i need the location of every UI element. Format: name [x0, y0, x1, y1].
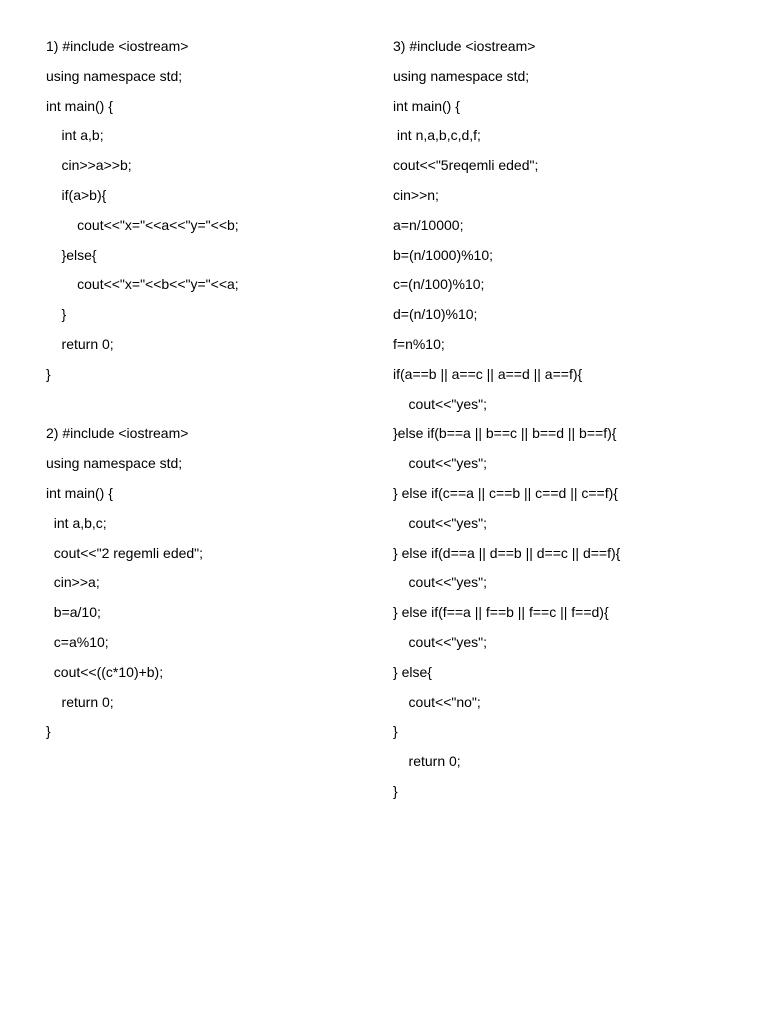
code-line: using namespace std;: [46, 67, 183, 84]
code-line: int main() {: [393, 97, 460, 114]
code-line: b=a/10;: [46, 604, 101, 621]
code-line: return 0;: [393, 753, 461, 770]
code-line: cin>>n;: [393, 186, 439, 203]
code-line: c=(n/100)%10;: [393, 276, 485, 293]
code-line: if(a==b || a==c || a==d || a==f){: [393, 365, 583, 382]
code-line: cout<<((c*10)+b);: [46, 663, 164, 680]
code-line: int main() {: [46, 97, 113, 114]
code-line: cout<<"yes";: [393, 514, 487, 531]
code-line: cin>>a>>b;: [46, 157, 132, 174]
code-line: int main() {: [46, 484, 113, 501]
right-column: [393, 32, 753, 807]
code-line: int n,a,b,c,d,f;: [393, 127, 481, 144]
code-line: int a,b;: [46, 127, 104, 144]
left-column: [46, 32, 366, 747]
code-line: } else{: [393, 663, 432, 680]
code-line: cout<<"5reqemli eded";: [393, 157, 539, 174]
code-line: using namespace std;: [393, 67, 530, 84]
code-block-3: [393, 32, 753, 807]
code-line: using namespace std;: [46, 455, 183, 472]
code-line: }: [46, 723, 51, 740]
code-line: cin>>a;: [46, 574, 100, 591]
code-line: 3) #include <iostream>: [393, 38, 536, 54]
code-line: cout<<"yes";: [393, 574, 487, 591]
code-line: cout<<"yes";: [393, 395, 487, 412]
code-line: cout<<"2 regemli eded";: [46, 544, 204, 561]
code-line: }else{: [46, 246, 97, 263]
code-line: d=(n/10)%10;: [393, 306, 478, 323]
code-line: if(a>b){: [46, 186, 107, 203]
code-line: cout<<"yes";: [393, 455, 487, 472]
code-line: cout<<"x="<<b<<"y="<<a;: [46, 276, 239, 293]
code-line: 2) #include <iostream>: [46, 425, 189, 442]
code-line: 1) #include <iostream>: [46, 38, 189, 54]
code-line: }else if(b==a || b==c || b==d || b==f){: [393, 425, 617, 442]
code-line: }: [393, 723, 398, 740]
code-line: }: [393, 782, 398, 799]
code-line: } else if(d==a || d==b || d==c || d==f){: [393, 544, 621, 561]
code-line: cout<<"x="<<a<<"y="<<b;: [46, 216, 239, 233]
code-block-2: [46, 419, 366, 747]
code-line: }: [46, 306, 67, 323]
code-line: } else if(f==a || f==b || f==c || f==d){: [393, 604, 609, 621]
code-line: b=(n/1000)%10;: [393, 246, 494, 263]
code-line: return 0;: [46, 335, 114, 352]
code-line: c=a%10;: [46, 633, 109, 650]
code-line: cout<<"no";: [393, 693, 481, 710]
code-line: cout<<"yes";: [393, 633, 487, 650]
code-line: return 0;: [46, 693, 114, 710]
code-block-1: [46, 32, 366, 390]
code-line: }: [46, 365, 51, 382]
code-line: f=n%10;: [393, 335, 445, 352]
code-line: a=n/10000;: [393, 216, 464, 233]
code-line: int a,b,c;: [46, 514, 107, 531]
spacer: [46, 390, 366, 420]
code-line: } else if(c==a || c==b || c==d || c==f){: [393, 484, 618, 501]
